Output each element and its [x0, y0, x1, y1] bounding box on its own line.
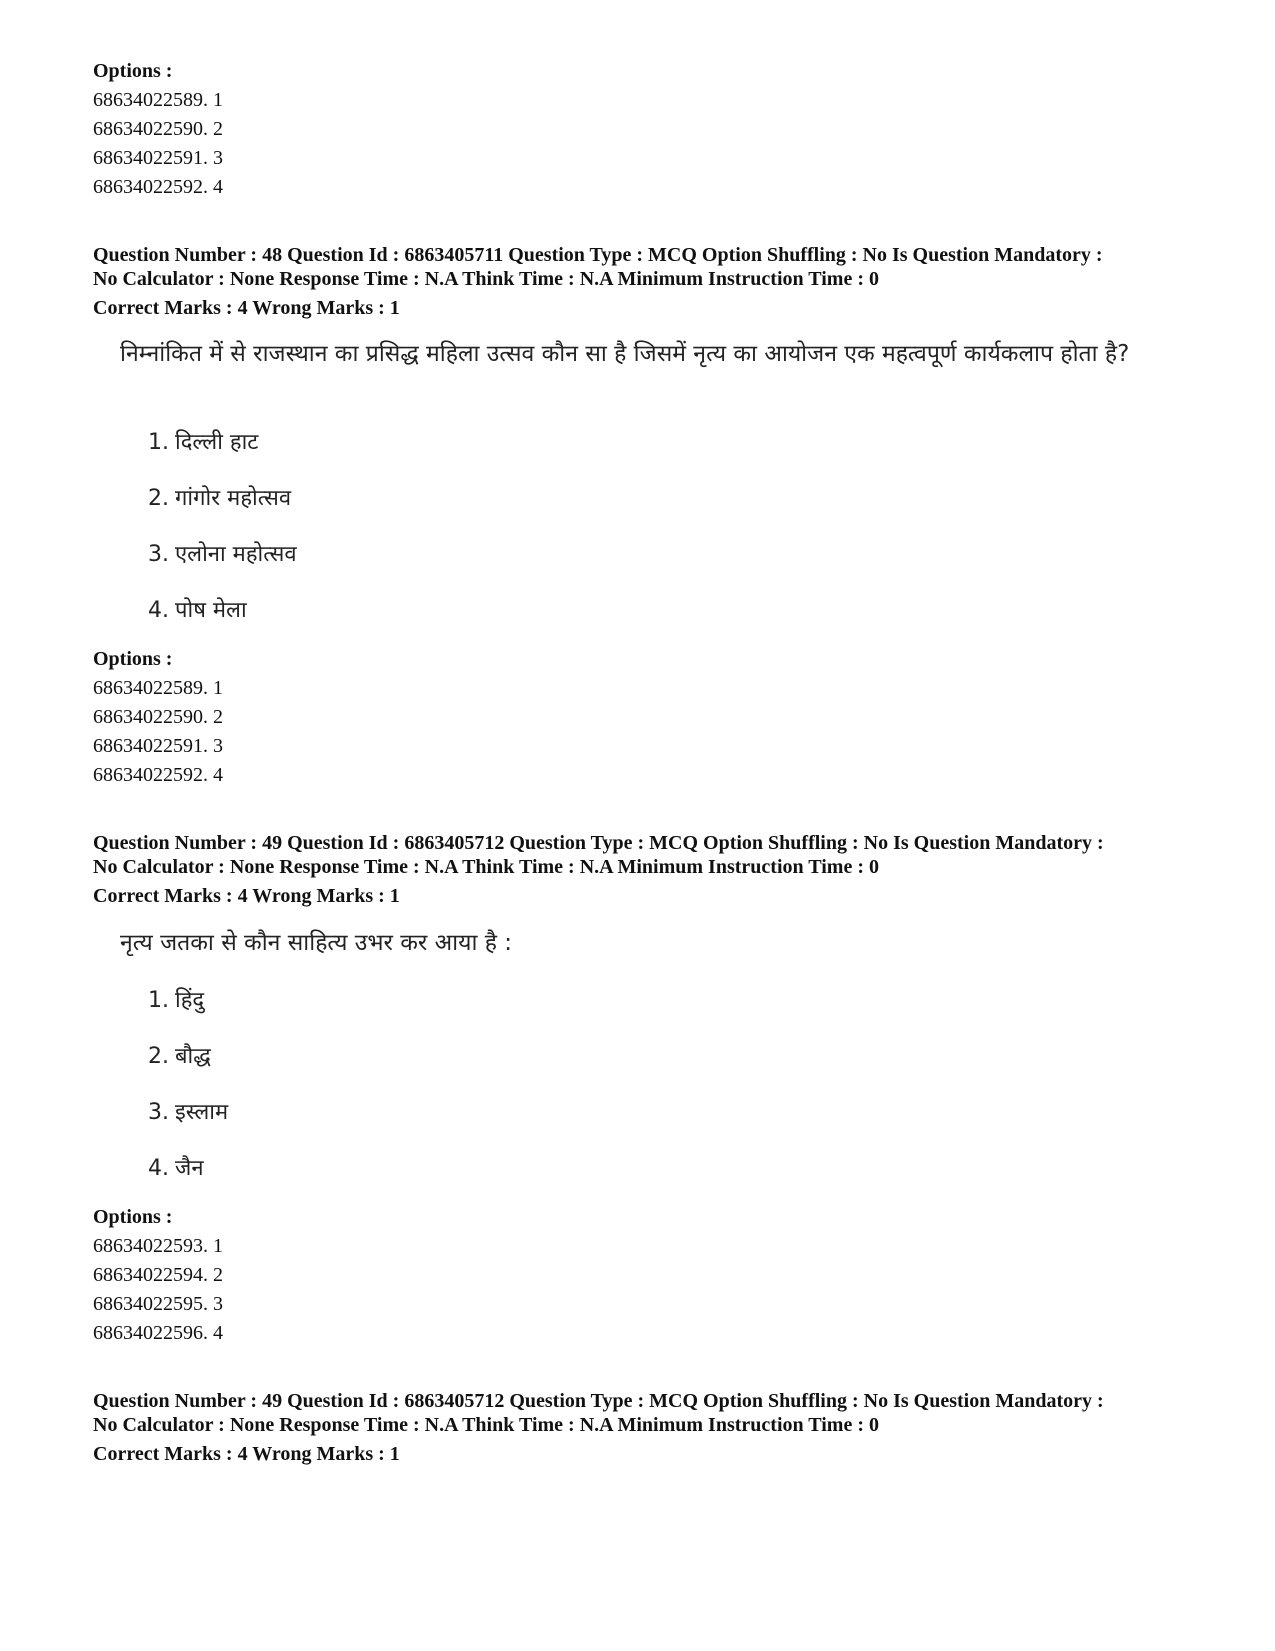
choice-number: 4.	[148, 598, 169, 623]
question-meta-line: No Calculator : None Response Time : N.A Think Time : N.A Minimum Instruction Time : 0	[93, 856, 879, 878]
question-header-49-repeat	[93, 1389, 1203, 1466]
choice-number: 3.	[148, 542, 169, 567]
options-label: Options :	[93, 648, 173, 670]
question-choice	[148, 1042, 211, 1072]
option-id-line: 68634022591. 3	[93, 735, 223, 757]
choice-label: हिंदु	[175, 988, 205, 1013]
choice-number: 2.	[148, 486, 169, 511]
question-choice	[148, 1098, 228, 1128]
choice-label: पोष मेला	[175, 598, 247, 623]
option-id-line: 68634022589. 1	[93, 89, 223, 111]
question-choice	[148, 986, 204, 1016]
question-marks: Correct Marks : 4 Wrong Marks : 1	[93, 297, 400, 319]
choice-label: इस्लाम	[175, 1100, 229, 1125]
option-id-line: 68634022596. 4	[93, 1322, 223, 1344]
question-choice	[148, 1154, 204, 1184]
question-meta-line: Question Number : 48 Question Id : 6863405711 Question Type : MCQ Option Shuffling : No Is Question Mandatory :	[93, 244, 1103, 266]
options-label: Options :	[93, 60, 173, 82]
choice-label: दिल्ली हाट	[175, 430, 259, 455]
question-marks: Correct Marks : 4 Wrong Marks : 1	[93, 1443, 400, 1465]
option-id-line: 68634022590. 2	[93, 706, 223, 728]
question-choice	[148, 596, 247, 626]
question-text: नृत्य जतका से कौन साहित्य उभर कर आया है :	[120, 930, 513, 956]
question-choice	[148, 428, 258, 458]
question-marks: Correct Marks : 4 Wrong Marks : 1	[93, 885, 400, 907]
choice-number: 3.	[148, 1100, 169, 1125]
options-block-48	[93, 645, 1203, 790]
option-id-line: 68634022589. 1	[93, 677, 223, 699]
choice-number: 1.	[148, 430, 169, 455]
question-meta-line: No Calculator : None Response Time : N.A Think Time : N.A Minimum Instruction Time : 0	[93, 1414, 879, 1436]
question-header-49	[93, 831, 1203, 908]
choice-label: एलोना महोत्सव	[175, 542, 297, 567]
question-choice	[148, 540, 297, 570]
option-id-line: 68634022592. 4	[93, 764, 223, 786]
question-meta-line: No Calculator : None Response Time : N.A Think Time : N.A Minimum Instruction Time : 0	[93, 268, 879, 290]
option-id-line: 68634022595. 3	[93, 1293, 223, 1315]
choice-label: बौद्ध	[175, 1044, 211, 1069]
option-id-line: 68634022592. 4	[93, 176, 223, 198]
choice-label: जैन	[175, 1156, 204, 1181]
choice-label: गांगोर महोत्सव	[175, 486, 292, 511]
choice-number: 1.	[148, 988, 169, 1013]
question-choice	[148, 484, 291, 514]
option-id-line: 68634022594. 2	[93, 1264, 223, 1286]
question-meta-line: Question Number : 49 Question Id : 6863405712 Question Type : MCQ Option Shuffling : No Is Question Mandatory :	[93, 1390, 1104, 1412]
question-header-48	[93, 243, 1203, 320]
option-id-line: 68634022593. 1	[93, 1235, 223, 1257]
option-id-line: 68634022591. 3	[93, 147, 223, 169]
question-meta-line: Question Number : 49 Question Id : 6863405712 Question Type : MCQ Option Shuffling : No Is Question Mandatory :	[93, 832, 1104, 854]
options-block-49	[93, 1203, 1203, 1348]
question-text: निम्नांकित में से राजस्थान का प्रसिद्ध महिला उत्सव कौन सा है जिसमें नृत्य का आयोजन एक महत्वपूर्ण कार्यकलाप होता है?	[120, 341, 1130, 367]
choice-number: 4.	[148, 1156, 169, 1181]
choice-number: 2.	[148, 1044, 169, 1069]
option-id-line: 68634022590. 2	[93, 118, 223, 140]
options-block-top	[93, 57, 1203, 202]
options-label: Options :	[93, 1206, 173, 1228]
